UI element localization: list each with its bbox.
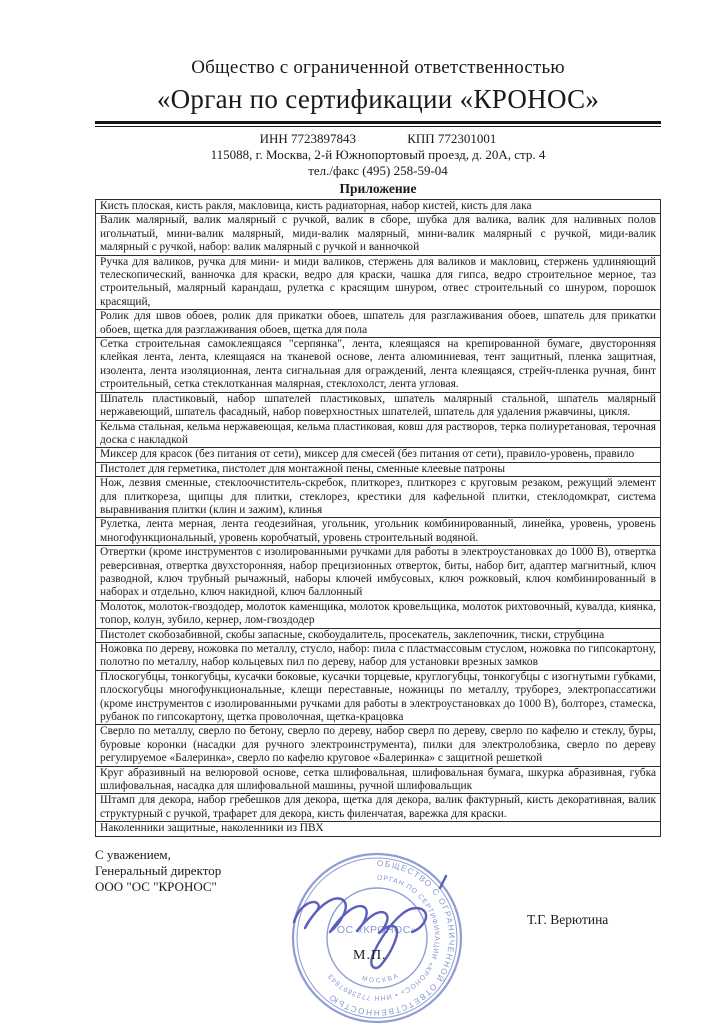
table-row: Сетка строительная самоклеящаяся "серпянка", лента, клеящаяся на крепированной бумаге, двусторонняя клейкая лента, лента, клеящаяся на тканевой основе, лента алюминиевая, тент защитный, пленка защитная, изолента, лента изоляционная, лента сигнальная для ограждений, лента клеящаяся, стрейч-пленка ручная, бинт строительный, сетка стеклотканная малярная, стеклохолст, лента угловая. <box>96 337 660 392</box>
stamp-ring-inner-text: ОРГАН ПО СЕРТИФИКАЦИИ «КРОНОС» • ИНН 7723897843 <box>326 874 440 1002</box>
org-type-line: Общество с ограниченной ответственностью <box>191 57 565 78</box>
position-line: Генеральный директор <box>95 862 222 878</box>
table-row: Кисть плоская, кисть ракля, макловица, кисть радиаторная, набор кистей, кисть для лака <box>100 200 532 212</box>
table-row: Ролик для швов обоев, ролик для прикатки обоев, шпатель для разглаживания обоев, шпатель для прикатки обоев, щетка для разглаживания обоев, щетка для пола <box>96 309 660 337</box>
inn-value: ИНН 7723897843 <box>259 131 356 146</box>
signature-tick <box>440 876 446 888</box>
table-row: Валик малярный, валик малярный с ручкой, валик в сборе, шубка для валика, валик для наливных полов игольчатый, мини-валик малярный, миди-валик малярный, мини-валик малярный с ручкой, миди-валик малярный с ручкой, набор: валик малярный с ручкой и ванночкой <box>96 213 660 254</box>
company-line: ООО "ОС "КРОНОС" <box>95 878 217 894</box>
letterhead-divider <box>95 121 661 127</box>
table-row: Плоскогубцы, тонкогубцы, кусачки боковые, кусачки торцевые, круглогубцы, тонкогубцы с изогнутыми губками, плоскогубцы многофункциональные, клещи переставные, ножницы по металлу, труборез, электропассатижи (кроме инструментов с изолированными ручками для работы в электроустановках до 1000 В), болторез, стамеска, рубанок по гипсокартону, щетка проволочная, щетка-крацовка <box>96 670 660 725</box>
table-row: Штамп для декора, набор гребешков для декора, щетка для декора, валик фактурный, кисть декоративная, валик структурный с ручкой, трафарет для декора, кисть филенчатая, варежка для краски. <box>96 793 660 821</box>
document-body <box>95 0 661 895</box>
table-row: Молоток, молоток-гвоздодер, молоток каменщика, молоток кровельщика, молоток рихтовочный, кувалда, киянка, топор, колун, зубило, кернер, лом-гвоздодер <box>96 600 660 628</box>
table-row: Миксер для красок (без питания от сети), миксер для смесей (без питания от сети), правило-уровень, правило <box>96 447 660 461</box>
table-row: Сверло по металлу, сверло по бетону, сверло по дереву, набор сверл по дереву, сверло по кафелю и стеклу, буры, буровые коронки (насадки для ручного электроинструмента), пилки для электролобзика, сверло по дереву регулируемое «Балеринка», сверло по кафелю круговое «Балеринка» с защитной решеткой <box>96 724 660 765</box>
table-row: Пистолет скобозабивной, скобы запасные, скобоудалитель, просекатель, заклепочник, тиски, струбцина <box>96 628 660 642</box>
inn-kpp-line <box>95 131 661 147</box>
regards-line: С уважением, <box>95 846 171 862</box>
mp-seal-label: М.П. <box>353 948 387 963</box>
stamp-ring-outer-text: ОБЩЕСТВО С ОГРАНИЧЕННОЙ ОТВЕТСТВЕННОСТЬЮ <box>326 858 457 1018</box>
address-line: 115088, г. Москва, 2-й Южнопортовый проезд, д. 20А, стр. 4 <box>210 147 546 162</box>
table-row: Ручка для валиков, ручка для мини- и миди валиков, стержень для валиков и макловиц, стержень удлиняющий телескопический, ванночка для краски, ведро для краски, чашка для гипса, ведро строительное мерное, таз строительный, малярный карандаш, рулетка с красящим шнуром, отвес строительный со шнуром, порошок красящий, <box>96 255 660 310</box>
table-row: Ножовка по дереву, ножовка по металлу, стусло, набор: пила с пластмассовым стуслом, ножовка по гипсокартону, полотно по металлу, набор кольцевых пил по дереву, набор для установки врезных замков <box>96 642 660 670</box>
table-row: Нож, лезвия сменные, стеклоочиститель-скребок, плиткорез, плиткорез с круговым резаком, режущий элемент для плиткореза, щипцы для плитки, стеклорез, крестики для кафельной плитки, стеклодомкрат, система выравнивания плитки (клин и зажим), клинья <box>96 476 660 517</box>
signee-name: Т.Г. Верютина <box>527 912 609 927</box>
table-row: Круг абразивный на велюровой основе, сетка шлифовальная, шлифовальная бумага, шкурка абразивная, губка шлифовальная, насадка для шлифовальной машины, ручной шлифовальщик <box>96 766 660 794</box>
stamp-center-text: ОС «КРОНОС» <box>336 924 418 936</box>
table-row: Наколенники защитные, наколенники из ПВХ <box>96 821 660 835</box>
stamp-city-text: МОСКВА <box>361 971 401 985</box>
org-name-title: «Орган по сертификации «КРОНОС» <box>156 84 600 114</box>
table-row: Пистолет для герметика, пистолет для монтажной пены, сменные клеевые патроны <box>96 462 660 476</box>
table-row: Отвертки (кроме инструментов с изолированными ручками для работы в электроустановках до 1000 В), отвертка реверсивная, отвертка двухсторонняя, набор прецизионных отверток, биты, набор бит, адаптер магнитный, ключ разводной, ключ трубный рычажный, наборы ключей имбусовых, ключ рожковый, ключ комбинированный в наборах и отдельно, ключ накидной, ключ баллонный <box>96 545 660 600</box>
director-signature <box>280 866 495 981</box>
attachment-heading: Приложение <box>339 181 417 196</box>
table-row: Шпатель пластиковый, набор шпателей пластиковых, шпатель малярный стальной, шпатель малярный нержавеющий, шпатель фасадный, набор поверхностных шпателей, шпатель для удаления ржавчины, цикля. <box>96 392 660 420</box>
product-list-table <box>95 199 661 837</box>
table-row: Кельма стальная, кельма нержавеющая, кельма пластиковая, ковш для растворов, терка полиуретановая, терочная доска с накладкой <box>96 420 660 448</box>
kpp-value: КПП 772301001 <box>407 131 497 146</box>
phone-line: тел./факс (495) 258-59-04 <box>308 163 448 178</box>
table-row: Рулетка, лента мерная, лента геодезийная, угольник, угольник комбинированный, линейка, уровень, уровень многофункциональный, уровень коробчатый, уровень строительный водяной. <box>96 517 660 545</box>
